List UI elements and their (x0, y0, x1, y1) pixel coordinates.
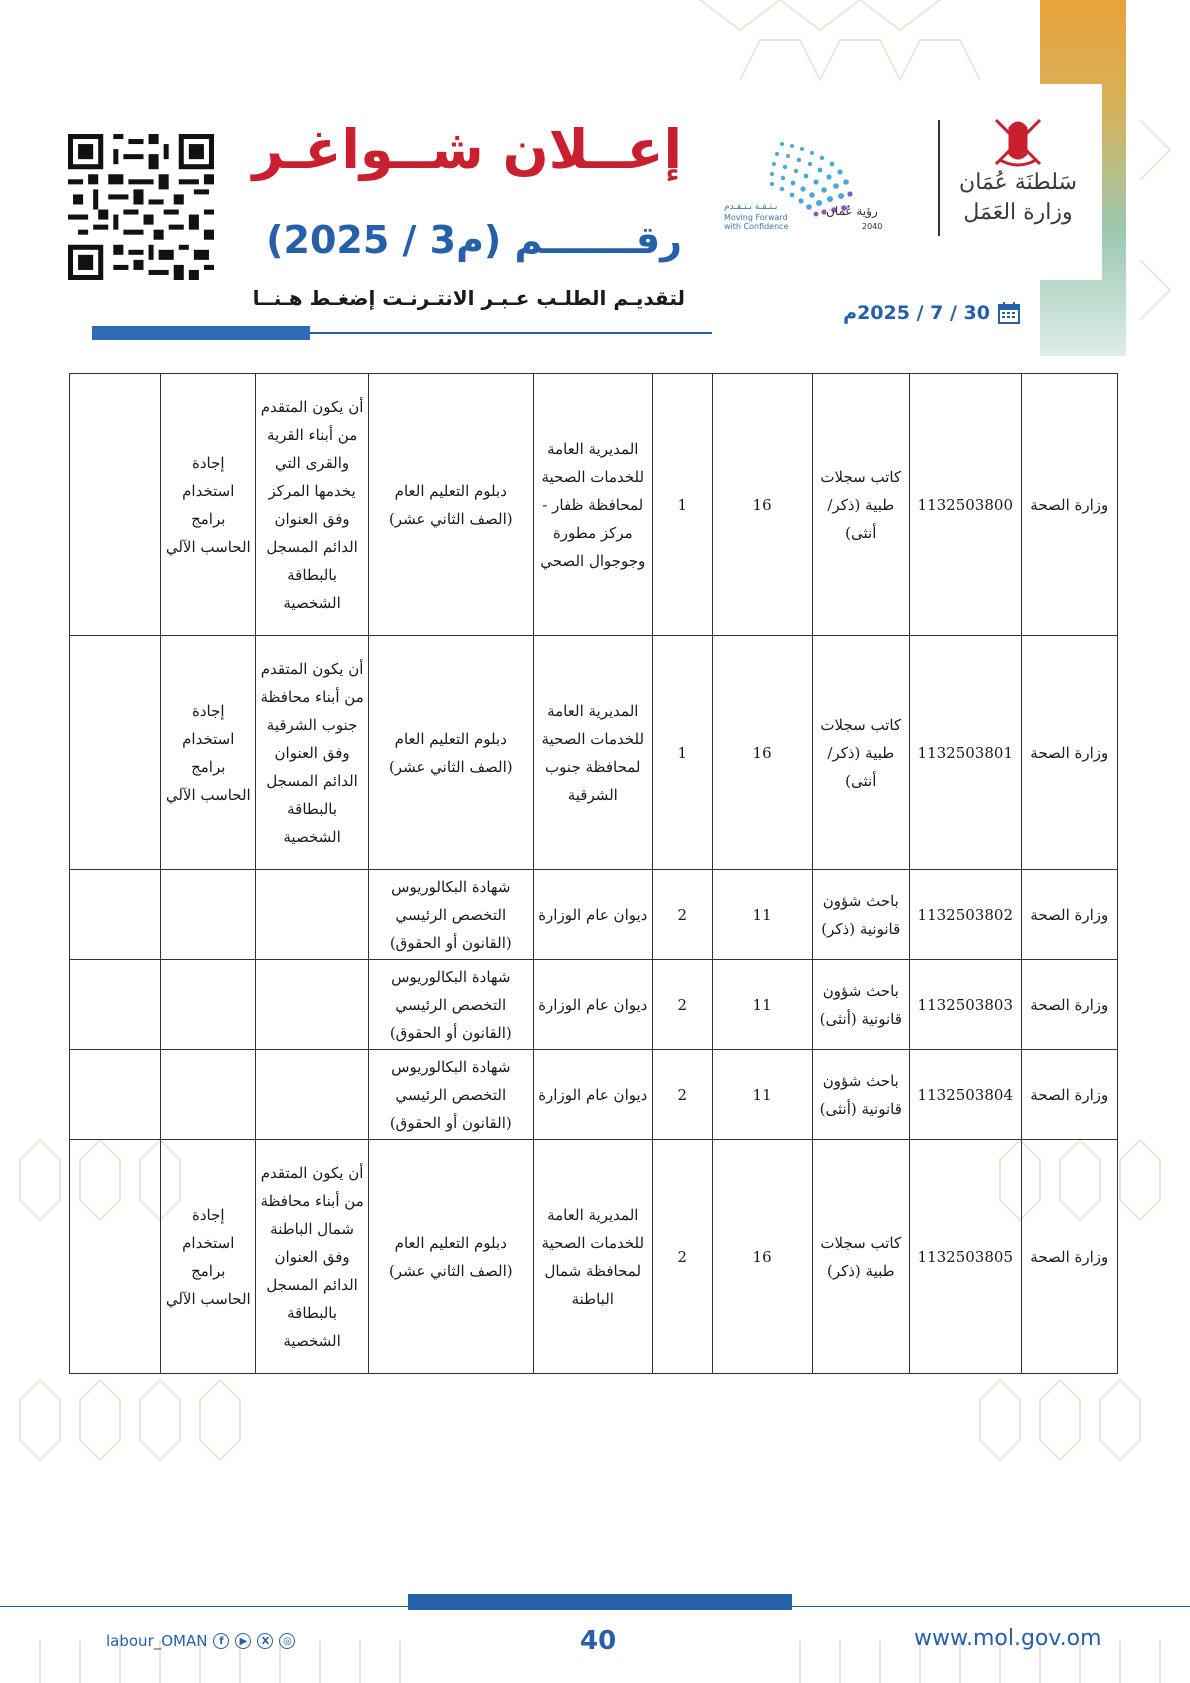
footer-accent-bar (408, 1594, 792, 1610)
cell-title: كاتب سجلات طبية (ذكر/أنثى) (812, 636, 909, 870)
social-links (106, 1632, 295, 1650)
announcement-date (843, 302, 1020, 324)
cell-grade: 16 (712, 1140, 812, 1374)
x-icon[interactable]: X (257, 1633, 273, 1649)
vision-label: رؤية عُمان (826, 204, 878, 218)
cell-qualification: دبلوم التعليم العام (الصف الثاني عشر) (368, 1140, 533, 1374)
cell-skill (161, 1050, 256, 1140)
cell-condition: أن يكون المتقدم من أبناء محافظة جنوب الشرقية وفق العنوان الدائم المسجل بالبطاقة الشخصية (256, 636, 369, 870)
tagline-english (724, 213, 789, 231)
cell-grade: 16 (712, 374, 812, 636)
cell-extra (70, 636, 161, 870)
cell-grade: 11 (712, 1050, 812, 1140)
divider-accent (92, 326, 310, 340)
cell-ministry: وزارة الصحة (1021, 960, 1117, 1050)
page-title: إعــلان شــواغـر (252, 118, 682, 181)
cell-code: 1132503800 (909, 374, 1021, 636)
cell-department: ديوان عام الوزارة (533, 960, 652, 1050)
logo-divider (938, 120, 940, 236)
cell-count: 2 (652, 1050, 712, 1140)
cell-code: 1132503803 (909, 960, 1021, 1050)
cell-code: 1132503805 (909, 1140, 1021, 1374)
cell-skill: إجادة استخدام برامج الحاسب الآلي (161, 374, 256, 636)
cell-ministry: وزارة الصحة (1021, 1050, 1117, 1140)
cell-skill: إجادة استخدام برامج الحاسب الآلي (161, 1140, 256, 1374)
cell-condition (256, 960, 369, 1050)
table-row (70, 1140, 1118, 1374)
cell-extra (70, 870, 161, 960)
page-number: 40 (580, 1626, 617, 1656)
cell-count: 2 (652, 870, 712, 960)
cell-qualification: شهادة البكالوريوس التخصص الرئيسي (القانون أو الحقوق) (368, 870, 533, 960)
cell-qualification: دبلوم التعليم العام (الصف الثاني عشر) (368, 636, 533, 870)
tagline-english-line1: Moving Forward (724, 213, 788, 222)
cell-qualification: دبلوم التعليم العام (الصف الثاني عشر) (368, 374, 533, 636)
cell-ministry: وزارة الصحة (1021, 870, 1117, 960)
facebook-icon[interactable]: f (213, 1633, 229, 1649)
cell-code: 1132503804 (909, 1050, 1021, 1140)
website-link[interactable]: www.mol.gov.om (914, 1626, 1102, 1651)
cell-department: ديوان عام الوزارة (533, 1050, 652, 1140)
cell-title: كاتب سجلات طبية (ذكر) (812, 1140, 909, 1374)
ministry-logo-text (958, 168, 1078, 228)
cell-department: المديرية العامة للخدمات الصحية لمحافظة جنوب الشرقية (533, 636, 652, 870)
cell-title: باحث شؤون قانونية (ذكر) (812, 870, 909, 960)
tagline-english-line2: with Confidence (724, 222, 789, 231)
cell-code: 1132503801 (909, 636, 1021, 870)
cell-qualification: شهادة البكالوريوس التخصص الرئيسي (القانون أو الحقوق) (368, 960, 533, 1050)
cell-skill (161, 870, 256, 960)
date-text: 30 / 7 / 2025م (843, 302, 990, 324)
table-row (70, 1050, 1118, 1140)
cell-skill: إجادة استخدام برامج الحاسب الآلي (161, 636, 256, 870)
cell-extra (70, 374, 161, 636)
calendar-icon (998, 302, 1020, 324)
cell-condition (256, 1050, 369, 1140)
cell-title: باحث شؤون قانونية (أنثى) (812, 1050, 909, 1140)
cell-title: كاتب سجلات طبية (ذكر/أنثى) (812, 374, 909, 636)
tagline-arabic: بـثـقـة نـتـقـدم (724, 202, 778, 212)
cell-condition: أن يكون المتقدم من أبناء القرية والقرى التي يخدمها المركز وفق العنوان الدائم المسجل بالبطاقة الشخصية (256, 374, 369, 636)
table-row (70, 636, 1118, 870)
table-row (70, 960, 1118, 1050)
cell-qualification: شهادة البكالوريوس التخصص الرئيسي (القانون أو الحقوق) (368, 1050, 533, 1140)
table-row (70, 870, 1118, 960)
cell-condition: أن يكون المتقدم من أبناء محافظة شمال الباطنة وفق العنوان الدائم المسجل بالبطاقة الشخصية (256, 1140, 369, 1374)
cell-extra (70, 1050, 161, 1140)
apply-online-link[interactable]: لتقديـم الطلـب عـبـر الانتـرنـت إضغـط هـنــا (252, 286, 685, 310)
cell-ministry: وزارة الصحة (1021, 1140, 1117, 1374)
announcement-number: رقـــــــم (م3 / 2025) (266, 218, 682, 262)
cell-title: باحث شؤون قانونية (أنثى) (812, 960, 909, 1050)
ministry-name-line1: سَلطنَة عُمَان (959, 170, 1077, 195)
table-row (70, 374, 1118, 636)
cell-grade: 11 (712, 870, 812, 960)
youtube-icon[interactable]: ▶ (235, 1633, 251, 1649)
cell-skill (161, 960, 256, 1050)
cell-ministry: وزارة الصحة (1021, 636, 1117, 870)
cell-condition (256, 870, 369, 960)
vision-year: 2040 (862, 222, 883, 231)
ministry-name-line2: وزارة العَمَل (963, 200, 1073, 225)
social-handle[interactable]: labour_OMAN (106, 1632, 208, 1650)
qr-code-icon[interactable] (68, 134, 214, 280)
cell-extra (70, 960, 161, 1050)
vacancies-table (69, 373, 1118, 1374)
cell-count: 1 (652, 636, 712, 870)
cell-count: 2 (652, 1140, 712, 1374)
instagram-icon[interactable]: ◎ (279, 1633, 295, 1649)
cell-extra (70, 1140, 161, 1374)
cell-count: 1 (652, 374, 712, 636)
cell-department: المديرية العامة للخدمات الصحية لمحافظة ظفار - مركز مطورة وجوجوال الصحي (533, 374, 652, 636)
cell-department: ديوان عام الوزارة (533, 870, 652, 960)
cell-count: 2 (652, 960, 712, 1050)
cell-department: المديرية العامة للخدمات الصحية لمحافظة شمال الباطنة (533, 1140, 652, 1374)
cell-ministry: وزارة الصحة (1021, 374, 1117, 636)
cell-grade: 11 (712, 960, 812, 1050)
cell-grade: 16 (712, 636, 812, 870)
cell-code: 1132503802 (909, 870, 1021, 960)
